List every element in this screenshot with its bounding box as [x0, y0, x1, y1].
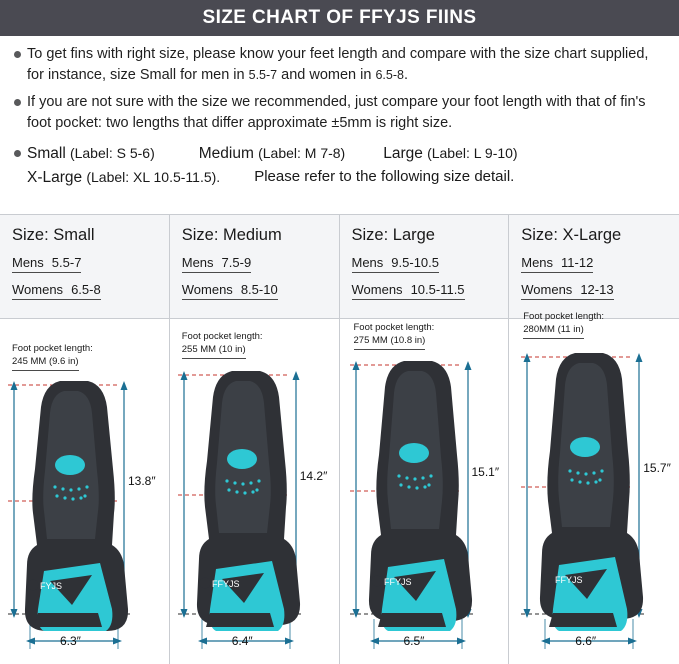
mens-measure: Mens 9.5-10.5: [352, 255, 440, 273]
size-column-large: [340, 215, 510, 664]
foot-pocket-note: Foot pocket length: 280MM (11 in): [523, 311, 604, 339]
note-post: .: [403, 66, 408, 83]
size-title: Size: Large: [351, 226, 435, 244]
label-summary-section: [0, 140, 679, 189]
note-num1: 5.5-7: [248, 67, 278, 82]
size-column-small: [0, 215, 170, 664]
brand-text: FYJS: [40, 581, 63, 591]
width-label: 6.4″: [231, 634, 253, 648]
column-header: [509, 215, 679, 319]
note-text: If you are not sure with the size we recommended, just compare your foot length with that of fin's foot pocket: two lengths that differ approximate ±5mm is right size.: [27, 94, 646, 131]
fin-figure: [509, 311, 679, 664]
size-title: Size: X-Large: [521, 226, 622, 244]
brand-text: FFYJS: [555, 575, 583, 585]
column-header: [170, 215, 339, 319]
column-header: [340, 215, 509, 319]
bullet-icon: [14, 51, 21, 58]
mens-measure: Mens 11-12: [521, 255, 593, 273]
width-label: 6.5″: [403, 634, 425, 648]
size-column-xlarge: [509, 215, 679, 664]
size-column-medium: [170, 215, 340, 664]
page-header: [0, 0, 679, 36]
width-label: 6.3″: [60, 634, 81, 648]
size-table: [0, 214, 679, 664]
label-large: Large (Label: L 9-10): [383, 145, 518, 163]
label-medium: Medium (Label: M 7-8): [198, 145, 346, 163]
height-label: 15.1″: [471, 465, 500, 479]
note-item: [14, 92, 665, 133]
fin-figure: [0, 319, 169, 664]
fin-figure: [340, 319, 509, 664]
height-label: 14.2″: [299, 469, 328, 483]
womens-measure: Womens 6.5-8: [12, 282, 101, 300]
foot-pocket-note: Foot pocket length: 245 MM (9.6 in): [12, 343, 93, 371]
label-xlarge: X-Large (Label: XL 10.5-11.5).: [27, 168, 221, 186]
womens-measure: Womens 10.5-11.5: [352, 282, 465, 300]
mens-measure: Mens 5.5-7: [12, 255, 81, 273]
note-text: [27, 44, 665, 85]
brand-text: FFYJS: [383, 577, 412, 587]
fin-illustration: [170, 319, 340, 664]
foot-pocket-note: Foot pocket length: 275 MM (10.8 in): [354, 322, 435, 350]
note-item: [14, 44, 665, 85]
size-title: Size: Small: [12, 226, 95, 244]
note-mid: and women in: [277, 66, 376, 83]
bullet-icon: [14, 99, 21, 106]
note-pre: To get fins with right size, please know your feet length and compare with the size chart supplied, for instance, size Small for men in: [27, 46, 649, 83]
label-row-secondary: [27, 166, 518, 190]
height-label: 15.7″: [643, 461, 671, 475]
size-title: Size: Medium: [181, 226, 282, 244]
height-label: 13.8″: [128, 474, 156, 488]
fin-figure: [170, 319, 339, 664]
label-summary-body: [27, 142, 518, 189]
womens-measure: Womens 12-13: [521, 282, 613, 300]
label-tail-text: Please refer to the following size detail.: [254, 167, 515, 185]
notes-section: [0, 36, 679, 133]
mens-measure: Mens 7.5-9: [182, 255, 251, 273]
fin-illustration: [0, 319, 170, 664]
womens-measure: Womens 8.5-10: [182, 282, 278, 300]
page-title: SIZE CHART OF FFYJS FIINS: [202, 7, 477, 28]
foot-pocket-note: Foot pocket length: 255 MM (10 in): [182, 331, 263, 359]
brand-text: FFYJS: [211, 579, 240, 589]
bullet-icon: [14, 150, 21, 157]
note-num2: 6.5-8: [375, 67, 404, 82]
label-row-primary: [27, 142, 518, 166]
fin-illustration: [340, 319, 510, 664]
label-small: Small (Label: S 5-6): [27, 145, 155, 163]
column-header: [0, 215, 169, 319]
width-label: 6.6″: [575, 634, 597, 648]
fin-illustration: [509, 319, 679, 664]
